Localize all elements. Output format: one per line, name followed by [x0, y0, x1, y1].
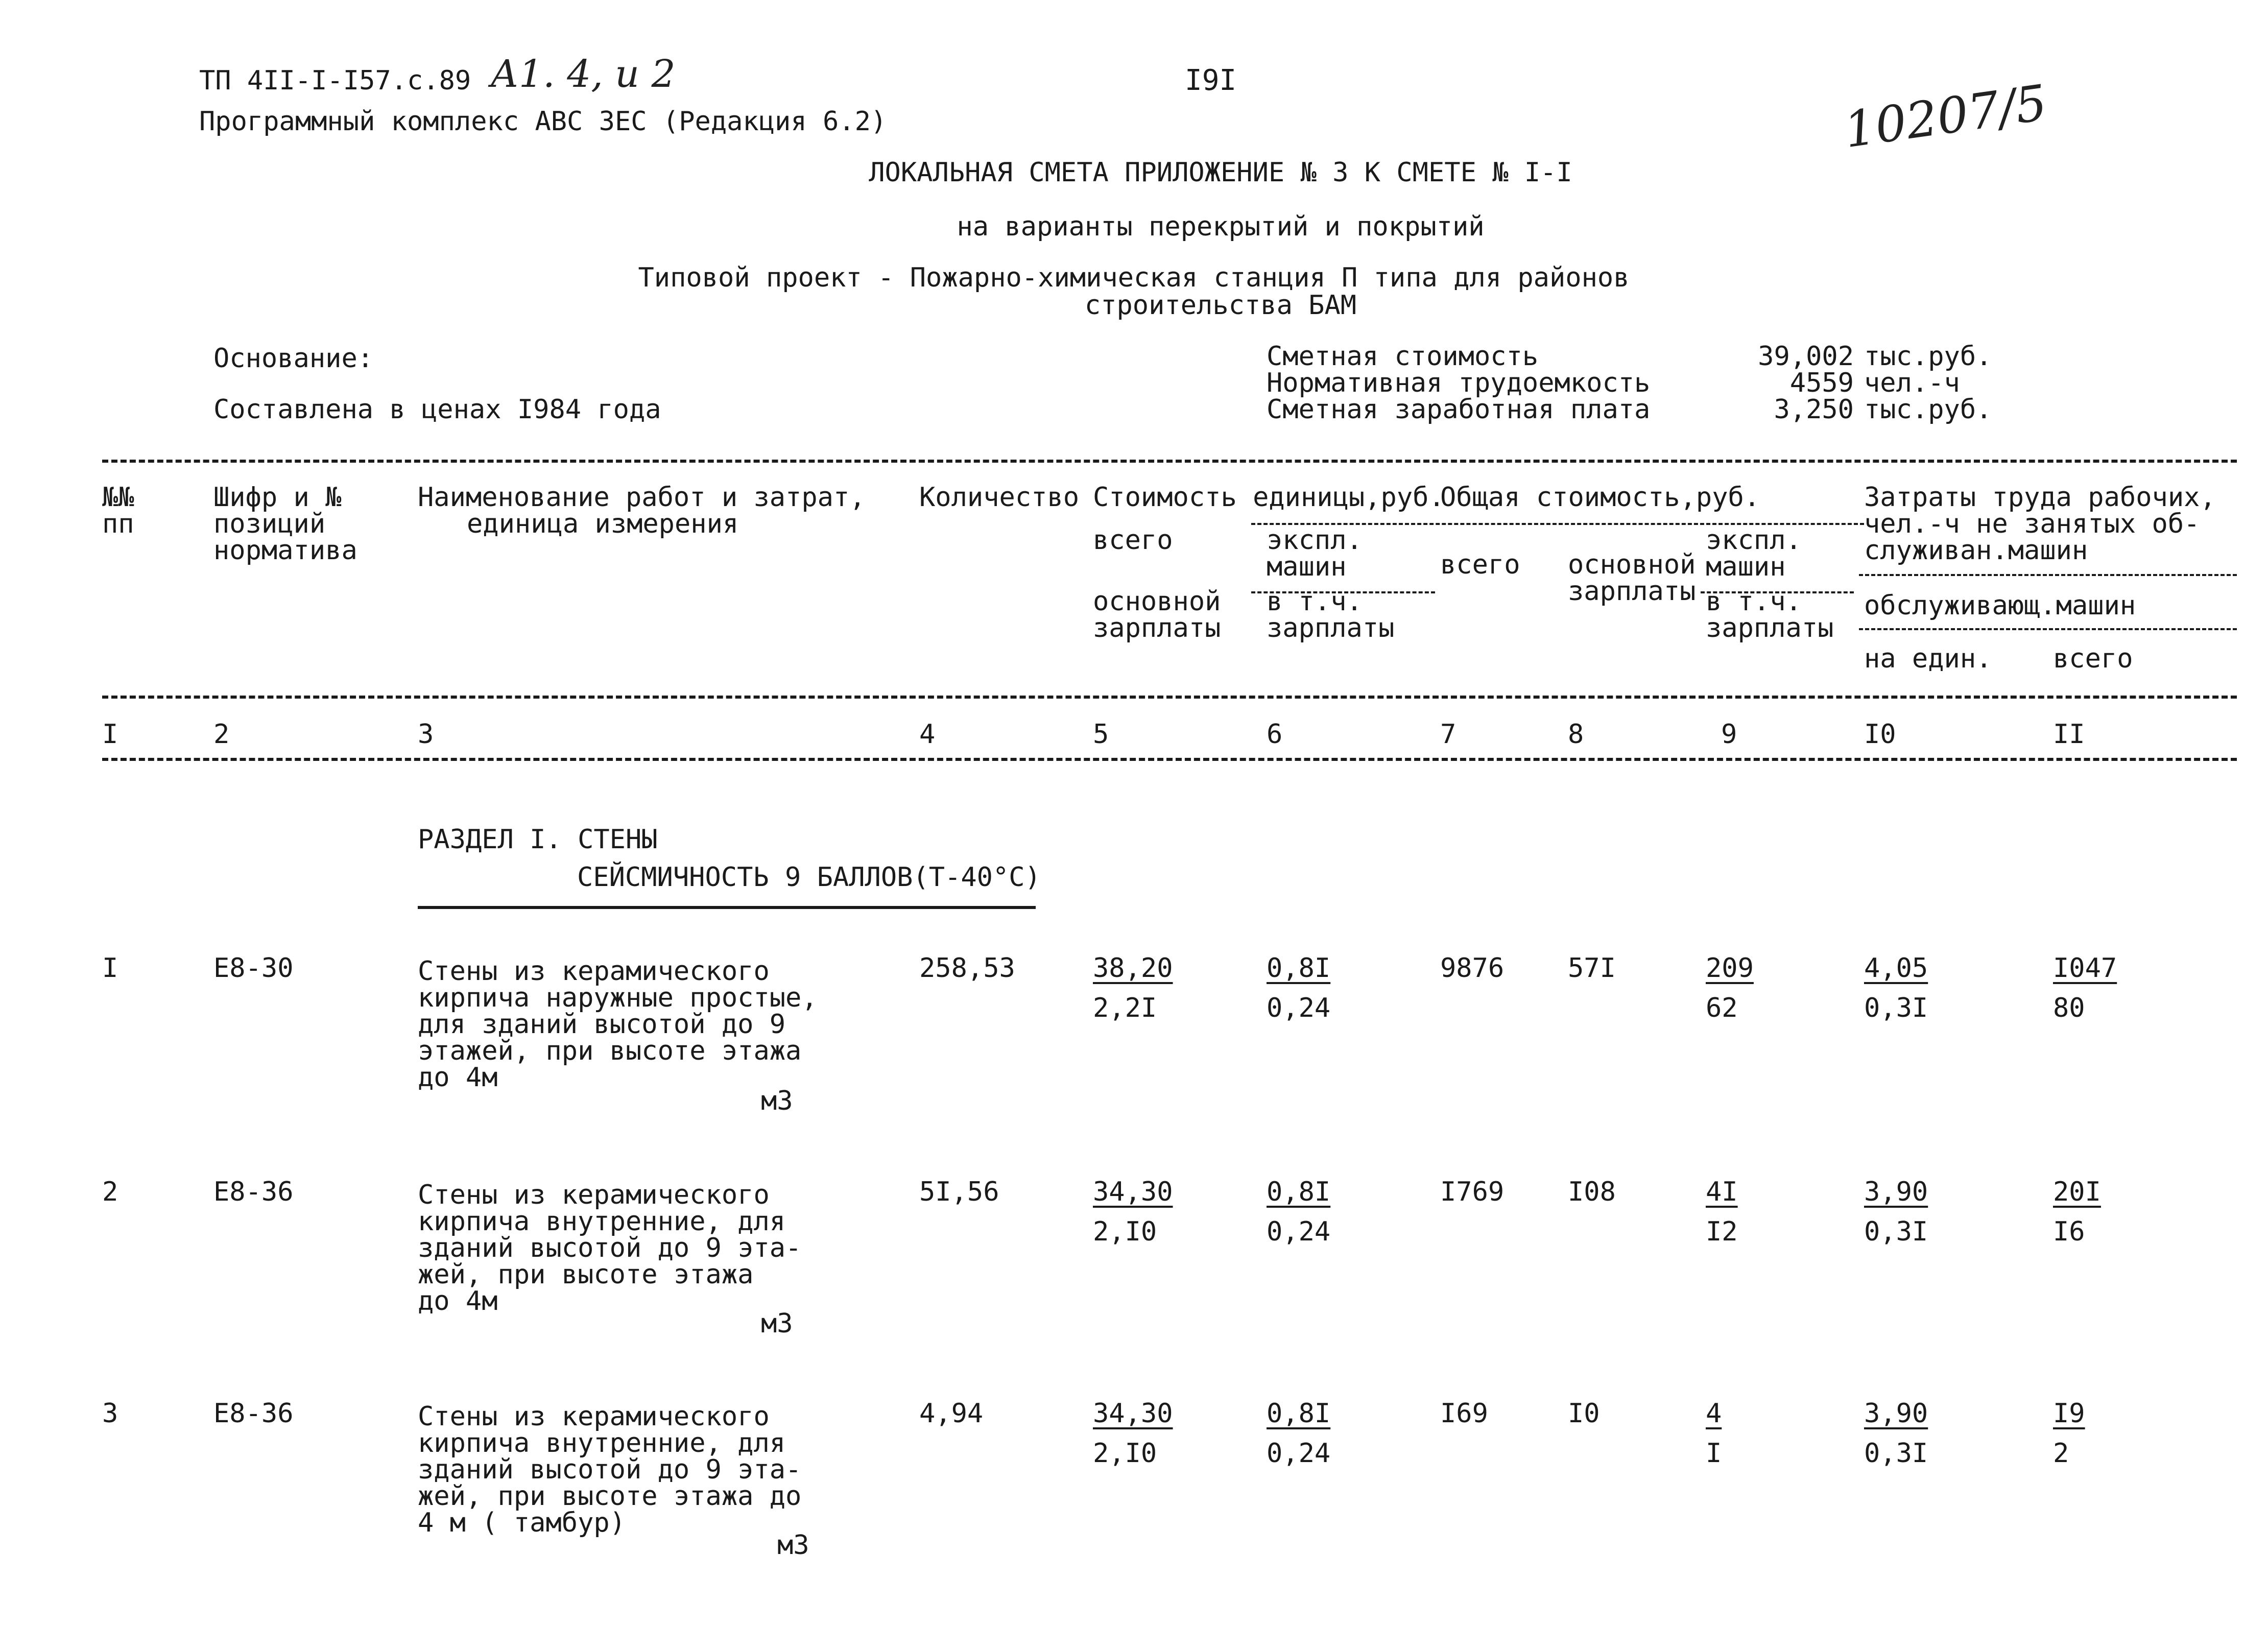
- colnum-7: 7: [1440, 719, 1457, 750]
- colnum-11: II: [2053, 719, 2085, 750]
- colnum-5: 5: [1093, 719, 1109, 750]
- section-underline: [418, 906, 1036, 909]
- row-c6-machines: 0,8I: [1267, 953, 1331, 984]
- row-c5-total: 34,30: [1093, 1398, 1173, 1429]
- table-top-rule: [102, 460, 2237, 463]
- row-c9-machines: 4I: [1706, 1177, 1738, 1207]
- header-col-3: Наименование работ и затрат, единица измерения: [418, 482, 866, 539]
- header-labor-sub: обслуживающ.машин: [1864, 590, 2136, 621]
- row-unit: м3: [777, 1530, 809, 1561]
- row-description: Стены из керамического кирпича наружные простые, для зданий высотой до 9 этажей, при высоте этажа до 4м: [418, 956, 818, 1093]
- header-col-11: всего: [2053, 643, 2133, 674]
- row-code: Е8-36: [213, 1177, 294, 1207]
- row-c9-machines: 4: [1706, 1398, 1722, 1429]
- row-c6-machines: 0,8I: [1267, 1177, 1331, 1207]
- title-line-1: ЛОКАЛЬНАЯ СМЕТА ПРИЛОЖЕНИЕ № 3 К СМЕТЕ № I-I: [869, 157, 1572, 188]
- summary-unit-wage: тыс.руб.: [1864, 394, 1992, 425]
- section-subtitle: СЕЙСМИЧНОСТЬ 9 БАЛЛОВ(Т-40°С): [577, 862, 1041, 893]
- header-col-5-top: всего: [1093, 525, 1173, 556]
- colnum-10: I0: [1864, 719, 1896, 750]
- colnum-6: 6: [1267, 719, 1283, 750]
- row-quantity: 5I,56: [919, 1177, 999, 1207]
- handwritten-note: А1. 4, и 2: [490, 52, 676, 96]
- row-c9-wage: I: [1706, 1438, 1722, 1469]
- row-number: I: [102, 953, 118, 984]
- row-number: 3: [102, 1398, 118, 1429]
- row-c11-total: 20I: [2053, 1177, 2101, 1207]
- row-code: Е8-36: [213, 1398, 294, 1429]
- section-title: РАЗДЕЛ I. СТЕНЫ: [418, 824, 658, 855]
- column-numbers-rule: [102, 758, 2237, 761]
- header-col-6-bottom: в т.ч. зарплаты: [1267, 586, 1395, 643]
- row-c5-wage: 2,I0: [1093, 1438, 1157, 1469]
- header-col-7: всего: [1440, 549, 1520, 580]
- row-quantity: 4,94: [919, 1398, 984, 1429]
- summary-value-labor: 4559: [1789, 368, 1854, 398]
- title-line-3a: Типовой проект - Пожарно-химическая станция П типа для районов: [638, 262, 1630, 293]
- row-c8-basic-wage: I08: [1568, 1177, 1616, 1207]
- colnum-8: 8: [1568, 719, 1584, 750]
- row-c5-wage: 2,I0: [1093, 1216, 1157, 1247]
- header-col-9-bottom: в т.ч. зарплаты: [1706, 586, 1834, 643]
- row-c10-per-unit: 3,90: [1864, 1177, 1928, 1207]
- summary-label-wage: Сметная заработная плата: [1267, 394, 1651, 425]
- row-c11-total: I9: [2053, 1398, 2085, 1429]
- row-c10-service: 0,3I: [1864, 1216, 1928, 1247]
- row-c5-wage: 2,2I: [1093, 993, 1157, 1023]
- summary-value-wage: 3,250: [1774, 394, 1854, 425]
- summary-unit-labor: чел.-ч: [1864, 368, 1960, 398]
- row-c11-total: I047: [2053, 953, 2117, 984]
- header-col-8: основной зарплаты: [1568, 549, 1696, 607]
- title-line-3b: строительства БАМ: [1084, 290, 1357, 321]
- row-c8-basic-wage: I0: [1568, 1398, 1600, 1429]
- header-col-4: Количество: [919, 482, 1080, 513]
- colnum-2: 2: [213, 719, 230, 750]
- handwritten-number: 10207/5: [1841, 74, 2050, 159]
- page-number: I9I: [1185, 64, 1237, 97]
- row-c9-wage: 62: [1706, 993, 1738, 1023]
- header-col-9-top: экспл. машин: [1706, 525, 1802, 582]
- header-col-6-top: экспл. машин: [1267, 525, 1363, 582]
- summary-unit-cost: тыс.руб.: [1864, 341, 1992, 372]
- basis-label: Основание:: [213, 343, 374, 374]
- labor-sub-rule-1: [1859, 574, 2237, 576]
- summary-label-labor: Нормативная трудоемкость: [1267, 368, 1651, 398]
- row-unit: м3: [761, 1086, 793, 1116]
- row-number: 2: [102, 1177, 118, 1207]
- header-col-1: №№ пп: [102, 482, 134, 539]
- labor-sub-rule-2: [1859, 628, 2237, 630]
- row-unit: м3: [761, 1308, 793, 1339]
- header-col-2: Шифр и № позиций норматива: [213, 482, 357, 566]
- row-description: Стены из керамического кирпича внутренние, для зданий высотой до 9 эта- жей, при высоте этажа до 4м: [418, 1180, 802, 1317]
- summary-label-cost: Сметная стоимость: [1267, 341, 1539, 372]
- row-code: Е8-30: [213, 953, 294, 984]
- colnum-3: 3: [418, 719, 434, 750]
- row-c7-total: I769: [1440, 1177, 1505, 1207]
- header-total-cost-group: Общая стоимость,руб.: [1440, 482, 1760, 513]
- row-c7-total: I69: [1440, 1398, 1488, 1429]
- summary-value-cost: 39,002: [1758, 341, 1854, 372]
- row-c8-basic-wage: 57I: [1568, 953, 1616, 984]
- row-c10-per-unit: 3,90: [1864, 1398, 1928, 1429]
- row-c6-machines: 0,8I: [1267, 1398, 1331, 1429]
- row-c11-service: 80: [2053, 993, 2085, 1023]
- colnum-4: 4: [919, 719, 936, 750]
- title-line-2: на варианты перекрытий и покрытий: [957, 211, 1485, 242]
- colnum-9: 9: [1721, 719, 1737, 750]
- header-col-10: на един.: [1864, 643, 1992, 674]
- header-bottom-rule: [102, 696, 2237, 699]
- row-c10-service: 0,3I: [1864, 1438, 1928, 1469]
- header-labor-group: Затраты труда рабочих, чел.-ч не занятых об- служиван.машин: [1864, 482, 2216, 566]
- row-c7-total: 9876: [1440, 953, 1505, 984]
- row-c9-wage: I2: [1706, 1216, 1738, 1247]
- row-c10-service: 0,3I: [1864, 993, 1928, 1023]
- doc-code: ТП 4II-I-I57.с.89: [199, 65, 471, 96]
- row-description: Стены из керамического кирпича внутренние, для зданий высотой до 9 эта- жей, при высоте этажа до 4 м ( тамбур): [418, 1401, 802, 1538]
- row-c6-wage: 0,24: [1267, 993, 1331, 1023]
- row-c5-total: 34,30: [1093, 1177, 1173, 1207]
- prices-note: Составлена в ценах I984 года: [213, 394, 661, 425]
- colnum-1: I: [102, 719, 118, 750]
- row-c6-wage: 0,24: [1267, 1216, 1331, 1247]
- row-c9-machines: 209: [1706, 953, 1754, 984]
- header-col-5-bottom: основной зарплаты: [1093, 586, 1221, 643]
- row-c11-service: 2: [2053, 1438, 2069, 1469]
- row-c5-total: 38,20: [1093, 953, 1173, 984]
- header-unit-cost-group: Стоимость единицы,руб.: [1093, 482, 1445, 513]
- row-quantity: 258,53: [919, 953, 1015, 984]
- row-c11-service: I6: [2053, 1216, 2085, 1247]
- row-c10-per-unit: 4,05: [1864, 953, 1928, 984]
- row-c6-wage: 0,24: [1267, 1438, 1331, 1469]
- software-line: Программный комплекс АВС 3ЕС (Редакция 6.2): [199, 106, 887, 137]
